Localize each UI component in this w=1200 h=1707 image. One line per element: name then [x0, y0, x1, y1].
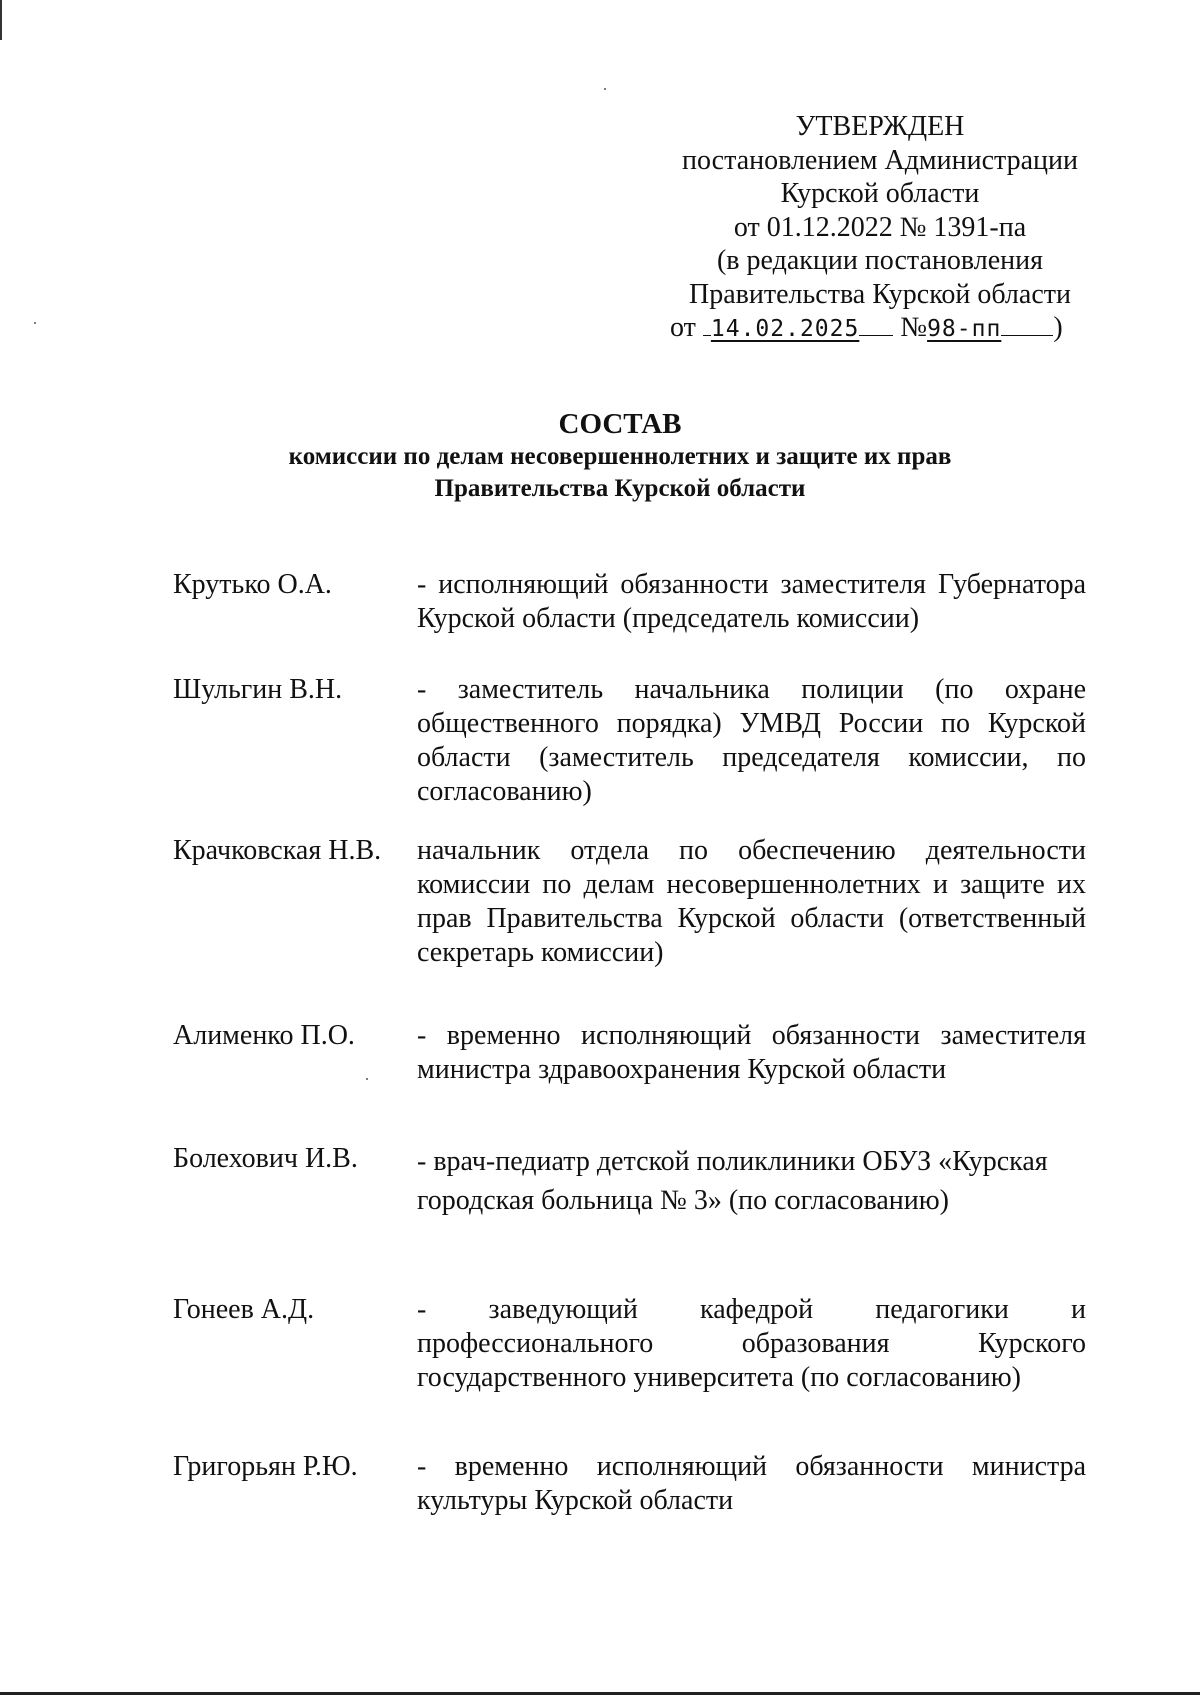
member-role: начальник отдела по обеспечению деятельности комиссии по делам несовершеннолетних и защите их прав Правительства Курской области (ответственный секретарь комиссии) — [417, 835, 1086, 968]
approval-line: Курской области — [780, 178, 980, 209]
member-role: - временно исполняющий обязанности министра культуры Курской области — [417, 1451, 1086, 1516]
approval-heading: УТВЕРЖДЕН — [795, 111, 965, 142]
title-heading: СОСТАВ — [558, 408, 682, 440]
approval-line: постановлением Администрации — [682, 144, 1078, 176]
decree-date: 14.02.2025 — [710, 316, 860, 342]
underline-gap — [1001, 334, 1053, 336]
member-name: Шульгин В.Н. — [173, 674, 343, 705]
member-name: Крутько О.А. — [173, 569, 332, 600]
approval-line: (в редакции постановления — [716, 245, 1044, 276]
member-name: Григорьян Р.Ю. — [173, 1451, 358, 1482]
underline-gap — [703, 334, 711, 336]
scan-edge-mark — [0, 1692, 1200, 1695]
member-role: - врач-педиатр детской поликлиники ОБУЗ «Курская городская больница № 3» (по согласованию) — [417, 1146, 1048, 1216]
member-name: Алименко П.О. — [173, 1020, 355, 1051]
title-subtitle: комиссии по делам несовершеннолетних и защите их прав — [288, 443, 952, 470]
decree-number: 98-пп — [927, 316, 1002, 342]
approval-date-line — [660, 311, 1100, 347]
underline-gap — [859, 334, 893, 336]
member-name: Болехович И.В. — [173, 1143, 358, 1174]
closing-paren: ) — [1053, 312, 1063, 343]
scan-speck — [366, 1078, 368, 1080]
member-role: - исполняющий обязанности заместителя Губернатора Курской области (председатель комиссии) — [417, 569, 1086, 634]
title-subtitle: Правительства Курской области — [434, 475, 806, 502]
member-role: - временно исполняющий обязанности заместителя министра здравоохранения Курской области — [417, 1020, 1086, 1085]
document-title — [140, 407, 1100, 505]
scan-edge-mark — [0, 0, 2, 40]
member-name: Гонеев А.Д. — [173, 1294, 315, 1325]
number-prefix: № — [900, 312, 928, 343]
scan-speck — [34, 322, 36, 324]
member-role: - заведующий кафедрой педагогики и профессионального образования Курского государственного университета (по согласованию) — [417, 1294, 1086, 1393]
approval-block — [660, 110, 1100, 347]
date-prefix: от — [670, 312, 696, 343]
member-role: - заместитель начальника полиции (по охране общественного порядка) УМВД России по Курской области (заместитель председателя комиссии, по согласованию) — [417, 674, 1086, 807]
scan-speck — [604, 88, 606, 90]
approval-line: Правительства Курской области — [689, 278, 1071, 310]
member-name: Крачковская Н.В. — [173, 835, 382, 866]
approval-original-decree: от 01.12.2022 № 1391-па — [733, 211, 1027, 243]
